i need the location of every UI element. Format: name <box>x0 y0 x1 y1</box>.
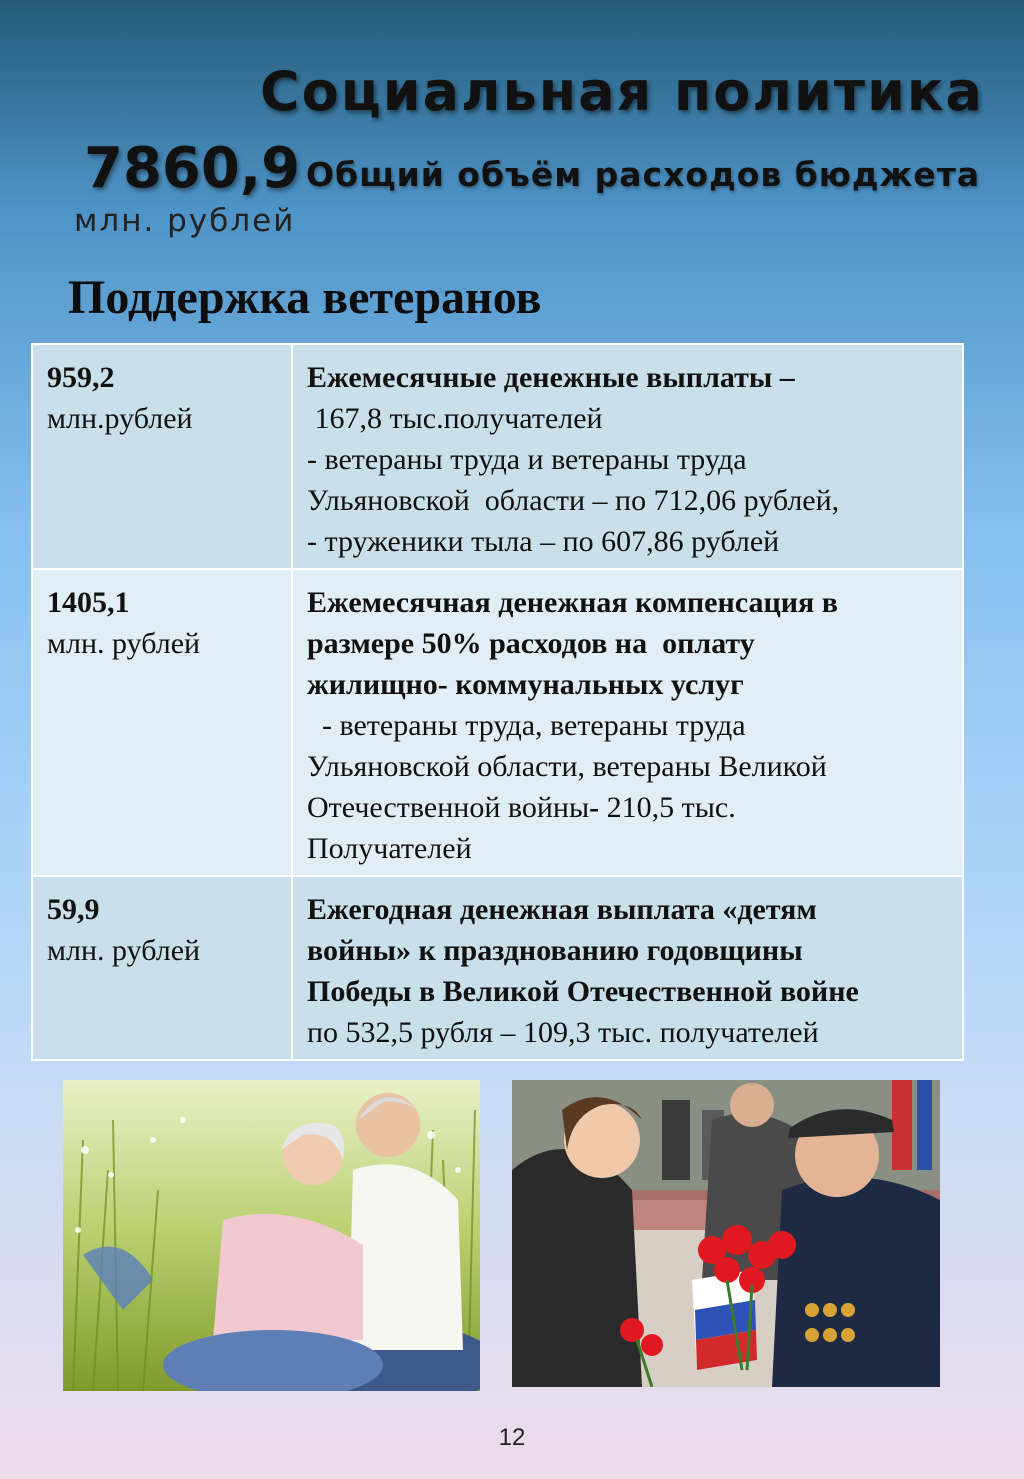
amount-unit: млн. рублей <box>47 934 201 967</box>
veterans-support-table <box>31 343 964 1061</box>
amount-value: 959,2 <box>47 361 115 394</box>
amount-cell <box>32 876 292 1060</box>
row-title: жилищно- коммунальных услуг <box>307 668 744 701</box>
amount-value: 1405,1 <box>47 586 130 619</box>
description-cell <box>292 569 963 876</box>
section-heading: Поддержка ветеранов <box>68 271 542 324</box>
description-cell <box>292 876 963 1060</box>
row-line-text: Отечественной войны <box>307 791 590 824</box>
row-line: Ульяновской области, ветераны Великой <box>307 750 827 783</box>
row-title: Ежемесячная денежная компенсация в <box>307 586 838 619</box>
row-line-dash: - <box>589 791 600 824</box>
table-row <box>32 876 963 1060</box>
row-line: - труженики тыла – по 607,86 рублей <box>307 525 780 558</box>
row-line-mixed <box>307 787 948 828</box>
row-line: Получателей <box>307 832 472 865</box>
table-row <box>32 344 963 569</box>
amount-cell <box>32 569 292 876</box>
row-title: размере 50% расходов на оплату <box>307 627 755 660</box>
photo-veteran-flowers <box>512 1080 940 1387</box>
row-line: - ветераны труда, ветераны труда <box>307 709 746 742</box>
row-title: Победы в Великой Отечественной войне <box>307 975 859 1008</box>
amount-cell <box>32 344 292 569</box>
row-title: Ежемесячные денежные выплаты – <box>307 361 795 394</box>
page-title: Социальная политика <box>260 60 984 123</box>
total-budget-value: 7860,9 <box>84 136 301 201</box>
page-number: 12 <box>498 1424 526 1451</box>
table-row <box>32 569 963 876</box>
total-budget-unit: млн. рублей <box>74 203 296 239</box>
total-budget-description: Общий объём расходов бюджета <box>306 155 981 194</box>
row-line-text: 210,5 тыс. <box>599 791 736 824</box>
row-line: Ульяновской области – по 712,06 рублей, <box>307 484 840 517</box>
amount-unit: млн.рублей <box>47 402 193 435</box>
amount-value: 59,9 <box>47 893 100 926</box>
row-line: по 532,5 рубля – 109,3 тыс. получателей <box>307 1016 819 1049</box>
amount-unit: млн. рублей <box>47 627 201 660</box>
description-cell <box>292 344 963 569</box>
row-line: 167,8 тыс.получателей <box>307 402 603 435</box>
row-title: войны» к празднованию годовщины <box>307 934 803 967</box>
row-line: - ветераны труда и ветераны труда <box>307 443 747 476</box>
row-title: Ежегодная денежная выплата «детям <box>307 893 817 926</box>
photo-elderly-couple <box>63 1080 480 1391</box>
